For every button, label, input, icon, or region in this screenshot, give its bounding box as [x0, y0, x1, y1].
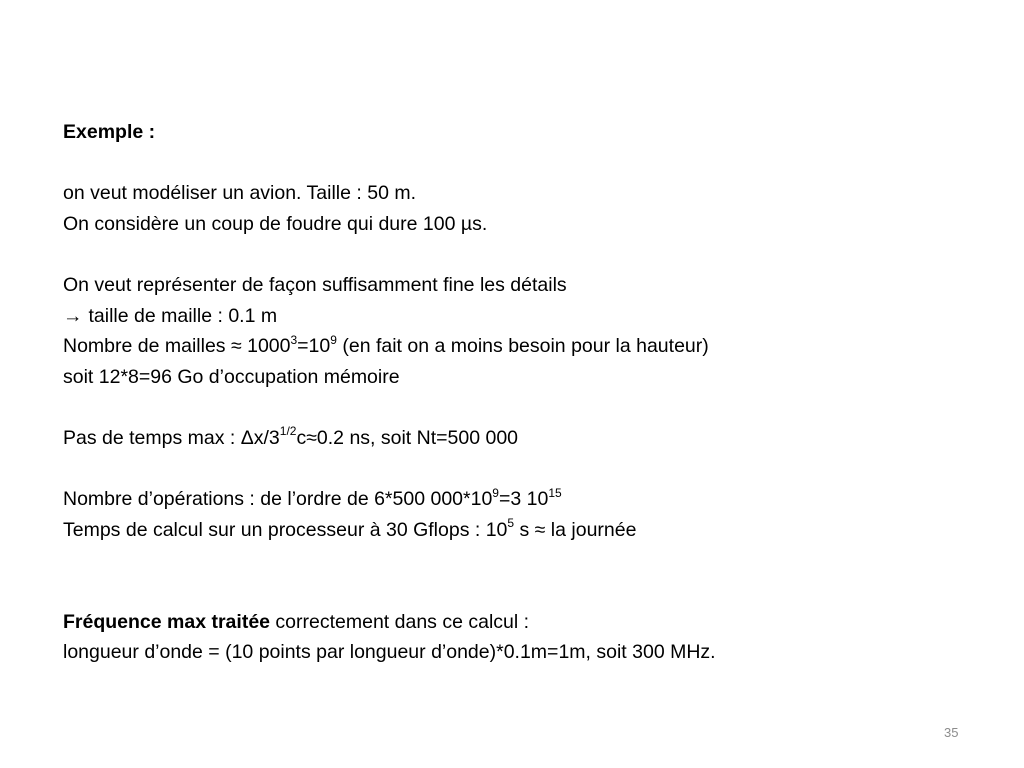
arrow-right-icon: →: [63, 304, 83, 327]
line-maille: [63, 301, 963, 332]
spacer: [63, 148, 963, 179]
page-number: 35: [944, 725, 959, 740]
mailles-exp1: 3: [290, 332, 298, 347]
operations-exp1: 9: [492, 485, 499, 500]
spacer: [63, 545, 963, 576]
mailles-mid: =10: [297, 335, 331, 358]
operations-prefix: Nombre d’opérations : de l’ordre de 6*500 000*10: [63, 488, 493, 511]
mailles-prefix: Nombre de mailles ≈ 1000: [63, 335, 291, 358]
frequence-bold: Fréquence max traitée: [63, 610, 271, 633]
pas-temps-suffix: c≈0.2 ns, soit Nt=500 000: [296, 426, 519, 449]
maille-text: taille de maille : 0.1 m: [88, 304, 278, 327]
line-pas-temps: [63, 423, 963, 454]
mailles-suffix: (en fait on a moins besoin pour la hauteur): [336, 335, 709, 358]
spacer: [63, 239, 963, 270]
slide-body: [63, 117, 963, 668]
line-frequence: [63, 607, 963, 638]
frequence-rest: correctement dans ce calcul :: [270, 610, 530, 633]
line-foudre: On considère un coup de foudre qui dure 100 µs.: [63, 212, 488, 235]
line-longueur: longueur d’onde = (10 points par longueur d’onde)*0.1m=1m, soit 300 MHz.: [63, 641, 716, 664]
line-temps-calcul: [63, 515, 963, 546]
spacer: [63, 454, 963, 485]
temps-calcul-suffix: s ≈ la journée: [514, 518, 637, 541]
line-avion: on veut modéliser un avion. Taille : 50 m.: [63, 182, 416, 205]
example-heading: Exemple :: [63, 121, 156, 143]
spacer: [63, 392, 963, 423]
line-operations: [63, 484, 963, 515]
line-representer: On veut représenter de façon suffisamment fine les détails: [63, 273, 567, 296]
spacer: [63, 576, 963, 607]
operations-exp2: 15: [548, 485, 562, 500]
pas-temps-exp: 1/2: [279, 424, 297, 439]
temps-calcul-exp: 5: [507, 516, 515, 531]
operations-mid: =3 10: [498, 488, 549, 511]
mailles-exp2: 9: [330, 332, 337, 347]
line-mailles: [63, 331, 963, 362]
temps-calcul-prefix: Temps de calcul sur un processeur à 30 Gflops : 10: [63, 518, 508, 541]
pas-temps-prefix: Pas de temps max : Δx/3: [63, 426, 280, 449]
line-memoire: soit 12*8=96 Go d’occupation mémoire: [63, 365, 400, 388]
